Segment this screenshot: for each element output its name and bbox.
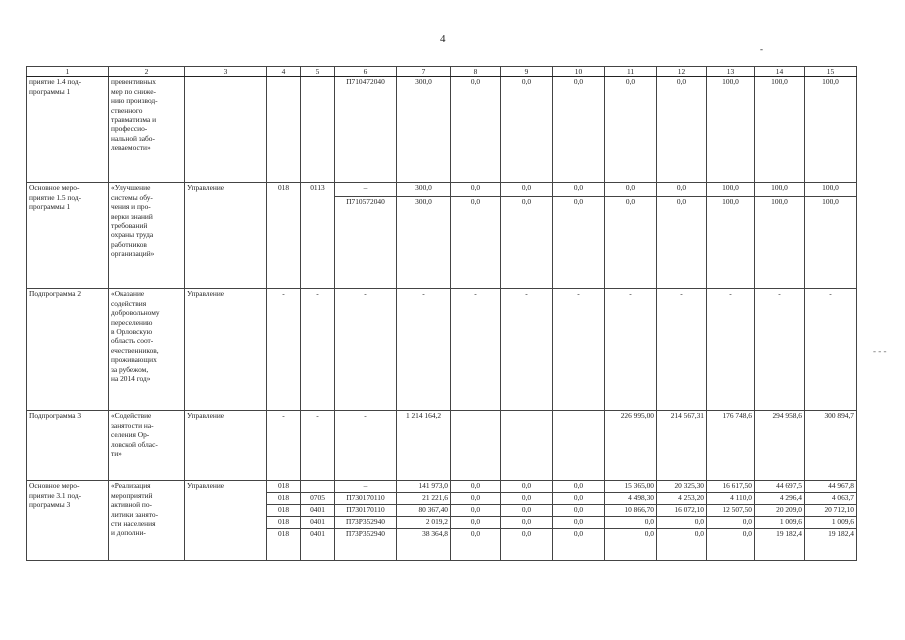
cell-status: Основное меро- приятие 3.1 под- программы 3	[27, 481, 109, 561]
header-cell: 9	[501, 67, 553, 77]
header-cell: 1	[27, 67, 109, 77]
header-cell: 10	[553, 67, 605, 77]
cell-grbs: 018	[267, 493, 301, 505]
cell-value	[451, 411, 501, 481]
header-cell: 7	[397, 67, 451, 77]
header-cell: 14	[755, 67, 805, 77]
cell-value: 0,0	[451, 183, 501, 197]
cell-value: 0,0	[707, 529, 755, 561]
cell-csr: П730170110	[335, 505, 397, 517]
cell-value	[553, 411, 605, 481]
cell-value: -	[553, 289, 605, 411]
cell-value: 0,0	[501, 77, 553, 183]
header-cell: 4	[267, 67, 301, 77]
cell-csr: –	[335, 183, 397, 197]
cell-value: 0,0	[657, 517, 707, 529]
cell-value: 38 364,8	[397, 529, 451, 561]
cell-grbs: 018	[267, 183, 301, 289]
cell-value: -	[267, 289, 301, 411]
cell-value: 300,0	[397, 197, 451, 289]
cell-value: 0,0	[605, 529, 657, 561]
cell-grbs: 018	[267, 529, 301, 561]
cell-value: -	[805, 289, 857, 411]
cell-value: -	[755, 289, 805, 411]
cell-rzpr: 0401	[301, 505, 335, 517]
cell-value: 100,0	[707, 183, 755, 197]
cell-value: -	[707, 289, 755, 411]
cell-value: 0,0	[451, 197, 501, 289]
cell-value: 0,0	[501, 517, 553, 529]
header-cell: 8	[451, 67, 501, 77]
cell-value: 1 214 164,2	[397, 411, 451, 481]
cell-name: «Содействие занятости на- селения Ор- ловской облас- ти»	[109, 411, 185, 481]
cell-rzpr: -	[301, 411, 335, 481]
cell-value: 1 009,6	[805, 517, 857, 529]
cell-value: 0,0	[553, 183, 605, 197]
cell-value: 0,0	[451, 529, 501, 561]
cell-name: «Реализация мероприятий активной по- литики занято- сти населения и дополни-	[109, 481, 185, 561]
cell-value: 0,0	[605, 183, 657, 197]
cell-value: -	[397, 289, 451, 411]
cell-status: приятие 1.4 под- программы 1	[27, 77, 109, 183]
cell-value: 2 019,2	[397, 517, 451, 529]
cell-value: 0,0	[605, 77, 657, 183]
cell-value: 300,0	[397, 183, 451, 197]
cell-value: 0,0	[501, 493, 553, 505]
cell-value: 0,0	[553, 505, 605, 517]
cell-value: -	[605, 289, 657, 411]
cell-value: 0,0	[657, 77, 707, 183]
cell-value: 300 894,7	[805, 411, 857, 481]
cell-value: 80 367,40	[397, 505, 451, 517]
cell-value: 12 507,50	[707, 505, 755, 517]
cell-value: 0,0	[501, 529, 553, 561]
cell-value: 4 253,20	[657, 493, 707, 505]
cell-csr: –	[335, 481, 397, 493]
cell-value: 0,0	[553, 197, 605, 289]
cell-rzpr: 0401	[301, 517, 335, 529]
cell-value: 214 567,31	[657, 411, 707, 481]
cell-value: 0,0	[501, 505, 553, 517]
cell-value: 0,0	[605, 197, 657, 289]
cell-value: 15 365,00	[605, 481, 657, 493]
cell-value: 0,0	[553, 529, 605, 561]
cell-value: 100,0	[805, 197, 857, 289]
cell-value: 0,0	[657, 197, 707, 289]
cell-value: -	[301, 289, 335, 411]
cell-value: 16 617,50	[707, 481, 755, 493]
cell-value: -	[501, 289, 553, 411]
page-number: 4	[440, 33, 446, 45]
table-row	[27, 77, 857, 183]
cell-value: 0,0	[707, 517, 755, 529]
cell-rzpr: 0705	[301, 493, 335, 505]
dash-mark: -	[760, 44, 763, 54]
cell-value: 100,0	[805, 77, 857, 183]
cell-value: 294 958,6	[755, 411, 805, 481]
header-cell: 13	[707, 67, 755, 77]
cell-value: 20 209,0	[755, 505, 805, 517]
cell-value: 100,0	[755, 197, 805, 289]
header-cell: 3	[185, 67, 267, 77]
cell-value: 0,0	[553, 493, 605, 505]
cell-value: 21 221,6	[397, 493, 451, 505]
cell-value: 4 063,7	[805, 493, 857, 505]
cell-value: 100,0	[755, 183, 805, 197]
cell-executor: Управление	[185, 289, 267, 411]
cell-value: 0,0	[501, 197, 553, 289]
cell-csr: П710472040	[335, 77, 397, 183]
cell-name: «Улучшение системы обу- чения и про- верки знаний требований охраны труда работников организаций»	[109, 183, 185, 289]
header-row	[27, 67, 857, 77]
cell-value: 0,0	[553, 481, 605, 493]
cell-value: 0,0	[451, 77, 501, 183]
cell-name: превентивных мер по сниже- нию производ- ственного травматизма и профессио- нальной забо- леваемости»	[109, 77, 185, 183]
cell-value: 141 973,0	[397, 481, 451, 493]
cell-rzpr	[301, 77, 335, 183]
cell-value: 20 325,30	[657, 481, 707, 493]
cell-value: 1 009,6	[755, 517, 805, 529]
cell-grbs: 018	[267, 517, 301, 529]
header-cell: 6	[335, 67, 397, 77]
cell-value: 0,0	[553, 77, 605, 183]
cell-value: 100,0	[755, 77, 805, 183]
cell-executor	[185, 77, 267, 183]
cell-executor: Управление	[185, 481, 267, 561]
table-row	[27, 481, 857, 493]
header-cell: 2	[109, 67, 185, 77]
cell-value: 16 072,10	[657, 505, 707, 517]
cell-status: Подпрограмма 2	[27, 289, 109, 411]
cell-grbs: -	[267, 411, 301, 481]
cell-rzpr: 0113	[301, 183, 335, 289]
cell-value: 10 866,70	[605, 505, 657, 517]
cell-value: 0,0	[605, 517, 657, 529]
header-cell: 5	[301, 67, 335, 77]
cell-status: Основное меро- приятие 1.5 под- программы 1	[27, 183, 109, 289]
cell-status: Подпрограмма 3	[27, 411, 109, 481]
cell-value: 4 498,30	[605, 493, 657, 505]
cell-executor: Управление	[185, 411, 267, 481]
cell-value: 100,0	[805, 183, 857, 197]
header-cell: 15	[805, 67, 857, 77]
cell-grbs: 018	[267, 505, 301, 517]
cell-value: 19 182,4	[755, 529, 805, 561]
budget-table	[26, 66, 857, 561]
cell-grbs: 018	[267, 481, 301, 493]
cell-csr: -	[335, 411, 397, 481]
cell-value: 0,0	[657, 183, 707, 197]
cell-value	[501, 411, 553, 481]
cell-value: 19 182,4	[805, 529, 857, 561]
side-mark: - - -	[873, 346, 887, 356]
cell-value: -	[451, 289, 501, 411]
cell-value: 0,0	[553, 517, 605, 529]
cell-name: «Оказание содействия добровольному переселению в Орловскую область соот- ечественников, проживающих за рубежом, на 2014 год»	[109, 289, 185, 411]
cell-grbs	[267, 77, 301, 183]
table-row	[27, 411, 857, 481]
cell-value: 0,0	[501, 183, 553, 197]
cell-csr: П710572040	[335, 197, 397, 289]
header-cell: 12	[657, 67, 707, 77]
table-row	[27, 289, 857, 411]
cell-value: 0,0	[451, 505, 501, 517]
table-row	[27, 183, 857, 197]
cell-value: 100,0	[707, 77, 755, 183]
cell-value: 100,0	[707, 197, 755, 289]
cell-rzpr	[301, 481, 335, 493]
cell-value: 226 995,00	[605, 411, 657, 481]
cell-csr: П73Р352940	[335, 529, 397, 561]
cell-value: 0,0	[451, 517, 501, 529]
cell-value: 44 967,8	[805, 481, 857, 493]
cell-value: 4 110,0	[707, 493, 755, 505]
cell-value: -	[335, 289, 397, 411]
cell-csr: П73Р352940	[335, 517, 397, 529]
cell-value: 0,0	[657, 529, 707, 561]
cell-value: 4 296,4	[755, 493, 805, 505]
cell-value: 0,0	[451, 481, 501, 493]
cell-value: 300,0	[397, 77, 451, 183]
cell-rzpr: 0401	[301, 529, 335, 561]
header-cell: 11	[605, 67, 657, 77]
cell-value: 0,0	[451, 493, 501, 505]
cell-value: 0,0	[501, 481, 553, 493]
cell-value: 20 712,10	[805, 505, 857, 517]
cell-executor: Управление	[185, 183, 267, 289]
cell-csr: П730170110	[335, 493, 397, 505]
cell-value: -	[657, 289, 707, 411]
cell-value: 176 748,6	[707, 411, 755, 481]
cell-value: 44 697,5	[755, 481, 805, 493]
